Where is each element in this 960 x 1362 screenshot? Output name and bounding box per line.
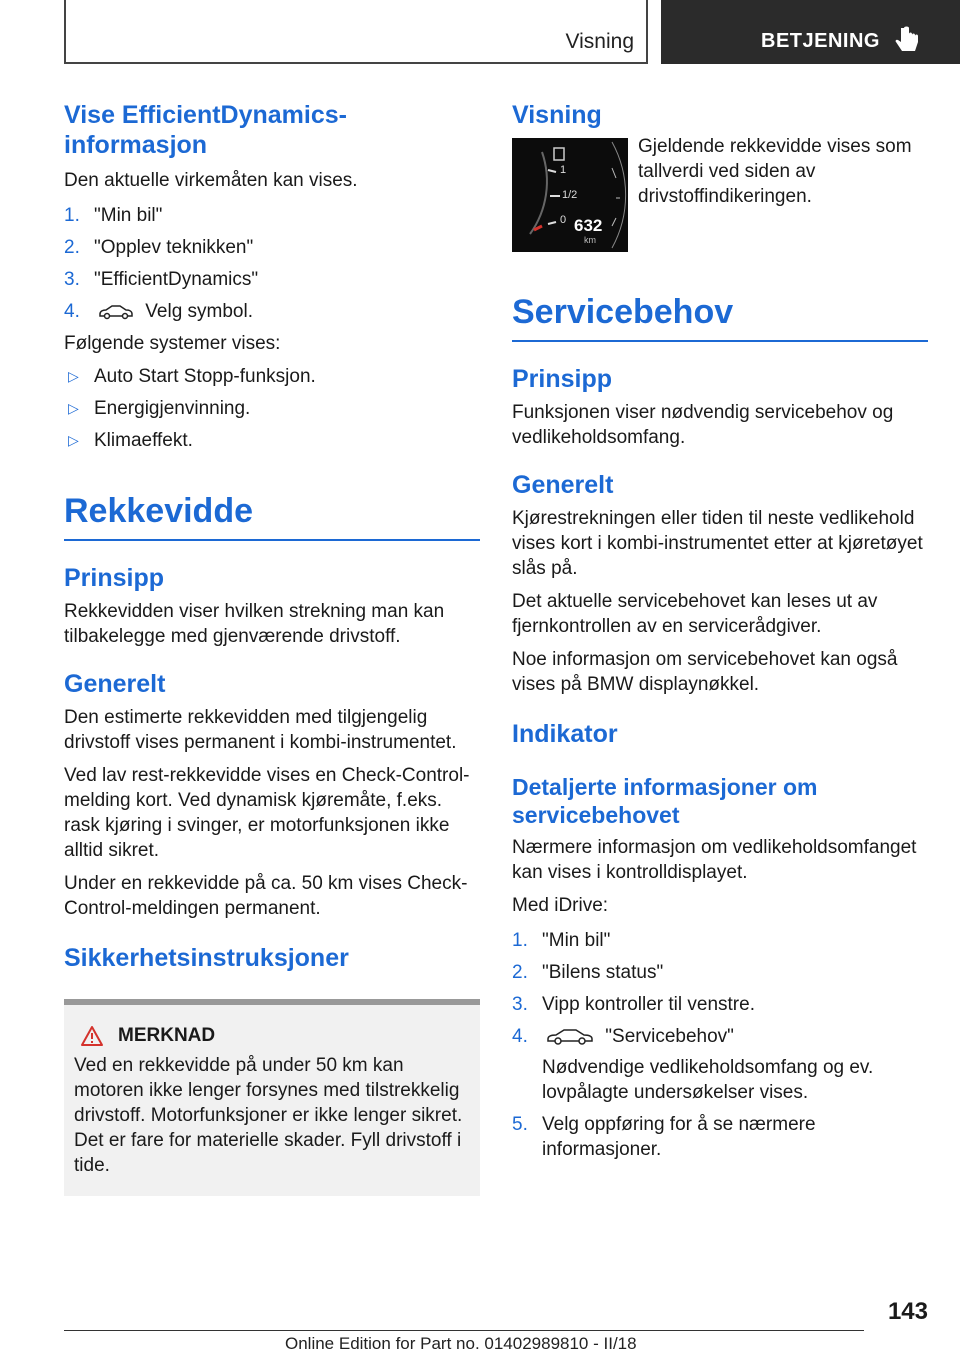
heading-indicator: Indikator	[512, 720, 618, 748]
general-text-1: Den estimerte rekkevidden med tilgjengelig drivstoff vises permanent i kombi-instrumentet.	[64, 707, 457, 753]
list-item: 2. "Bilens status"	[512, 962, 664, 983]
idrive-label: Med iDrive:	[512, 895, 609, 916]
list-item: 1. "Min bil"	[64, 205, 163, 226]
bullet-item: ▷ Energigjenvinning.	[68, 398, 251, 419]
heading-service-need: Servicebehov	[512, 292, 928, 342]
general-text-2: Det aktuelle servicebehovet kan leses ut av fjernkontrollen av en servicerådgiver.	[512, 591, 878, 637]
triangle-bullet-icon: ▷	[68, 400, 79, 416]
triangle-bullet-icon: ▷	[68, 432, 79, 448]
list-item: 4. "Servicebehov" Nødvendige vedlikeholdsomfang og ev. lovpålagte undersøkelser vises.	[512, 1024, 928, 1105]
general-text-3: Noe informasjon om servicebehovet kan også vises på BMW displaynøkkel.	[512, 649, 898, 695]
fuel-gauge-image	[512, 138, 628, 252]
header-chapter-tab	[661, 0, 960, 64]
gauge-tick-half: 1/2	[562, 189, 578, 201]
gauge-range-unit: km	[584, 235, 596, 245]
principle-text: Funksjonen viser nødvendig servicebehov og vedlikeholdsomfang.	[512, 402, 894, 448]
heading-general: Generelt	[64, 670, 166, 698]
list-item: 1. "Min bil"	[512, 930, 611, 951]
general-text-1: Kjørestrekningen eller tiden til neste vedlikehold vises kort i kombi-instrumentet etter at kjøretøyet slås på.	[512, 508, 923, 579]
footer-edition: Online Edition for Part no. 01402989810 - II/18	[285, 1334, 637, 1353]
heading-safety: Sikkerhetsinstruksjoner	[64, 944, 349, 972]
header-section-tab	[64, 0, 648, 64]
heading-details: Detaljerte informasjoner om servicebehovet	[512, 774, 818, 828]
list-item: 5. Velg oppføring for å se nærmere informasjoner.	[512, 1114, 816, 1160]
bullet-item: ▷ Auto Start Stopp-funksjon.	[68, 366, 316, 387]
warning-triangle-icon	[80, 1025, 104, 1047]
list-item: 4. Velg symbol.	[64, 301, 254, 322]
notice-text: Ved en rekkevidde på under 50 km kan motoren ikke lenger forsynes med tilstrekkelig drivstoff. Motorfunksjoner er ikke lenger sikret. Det er fare for materielle skader. Fyll drivstoff i tide.	[74, 1055, 463, 1176]
gauge-tick-1: 1	[560, 164, 567, 176]
notice-box	[64, 999, 480, 1196]
triangle-bullet-icon: ▷	[68, 368, 79, 384]
heading-efficientdynamics: Vise EfficientDynamics-informasjon	[64, 101, 347, 159]
car-icon	[98, 304, 134, 320]
general-text-3: Under en rekkevidde på ca. 50 km vises Check-Control-meldingen permanent.	[64, 873, 468, 919]
principle-text: Rekkevidden viser hvilken strekning man kan tilbakelegge med gjenværende drivstoff.	[64, 601, 445, 647]
header-chapter-label: BETJENING	[761, 30, 880, 52]
heading-range: Rekkevidde	[64, 491, 480, 541]
heading-principle: Prinsipp	[512, 365, 613, 393]
heading-general: Generelt	[512, 471, 614, 499]
display-text: Gjeldende rekkevidde vises som tallverdi ved siden av drivstoffindikeringen.	[638, 138, 912, 207]
page-number: 143	[887, 1298, 928, 1325]
details-text: Nærmere informasjon om vedlikeholdsomfanget kan vises i kontrolldisplayet.	[512, 837, 917, 883]
general-text-2: Ved lav rest-rekkevidde vises en Check-Control-melding kort. Ved dynamisk kjøremåte, f.eks. rask kjøring i svinger, er motorfunksjonen ikke alltid sikret.	[64, 765, 470, 861]
hand-pointer-icon	[895, 26, 921, 56]
gauge-tick-0: 0	[560, 214, 567, 226]
list-item: 3. "EfficientDynamics"	[64, 269, 259, 290]
right-column	[512, 100, 928, 1162]
notice-title: MERKNAD	[74, 1025, 470, 1047]
heading-display: Visning	[512, 101, 602, 129]
step-4-subtext: Nødvendige vedlikeholdsomfang og ev. lovpålagte undersøkelser vises.	[542, 1057, 874, 1103]
efficient-intro: Den aktuelle virkemåten kan vises.	[64, 170, 358, 191]
heading-principle: Prinsipp	[64, 564, 165, 592]
gauge-range-value: 632	[574, 216, 603, 235]
list-item: 3. Vipp kontroller til venstre.	[512, 994, 755, 1015]
header-section-label: Visning	[565, 30, 634, 53]
bullet-item: ▷ Klimaeffekt.	[68, 430, 193, 451]
footer-divider	[64, 1330, 864, 1331]
left-column	[64, 100, 480, 1196]
car-icon	[546, 1028, 594, 1046]
systems-intro: Følgende systemer vises:	[64, 333, 281, 354]
list-item: 2. "Opplev teknikken"	[64, 237, 254, 258]
